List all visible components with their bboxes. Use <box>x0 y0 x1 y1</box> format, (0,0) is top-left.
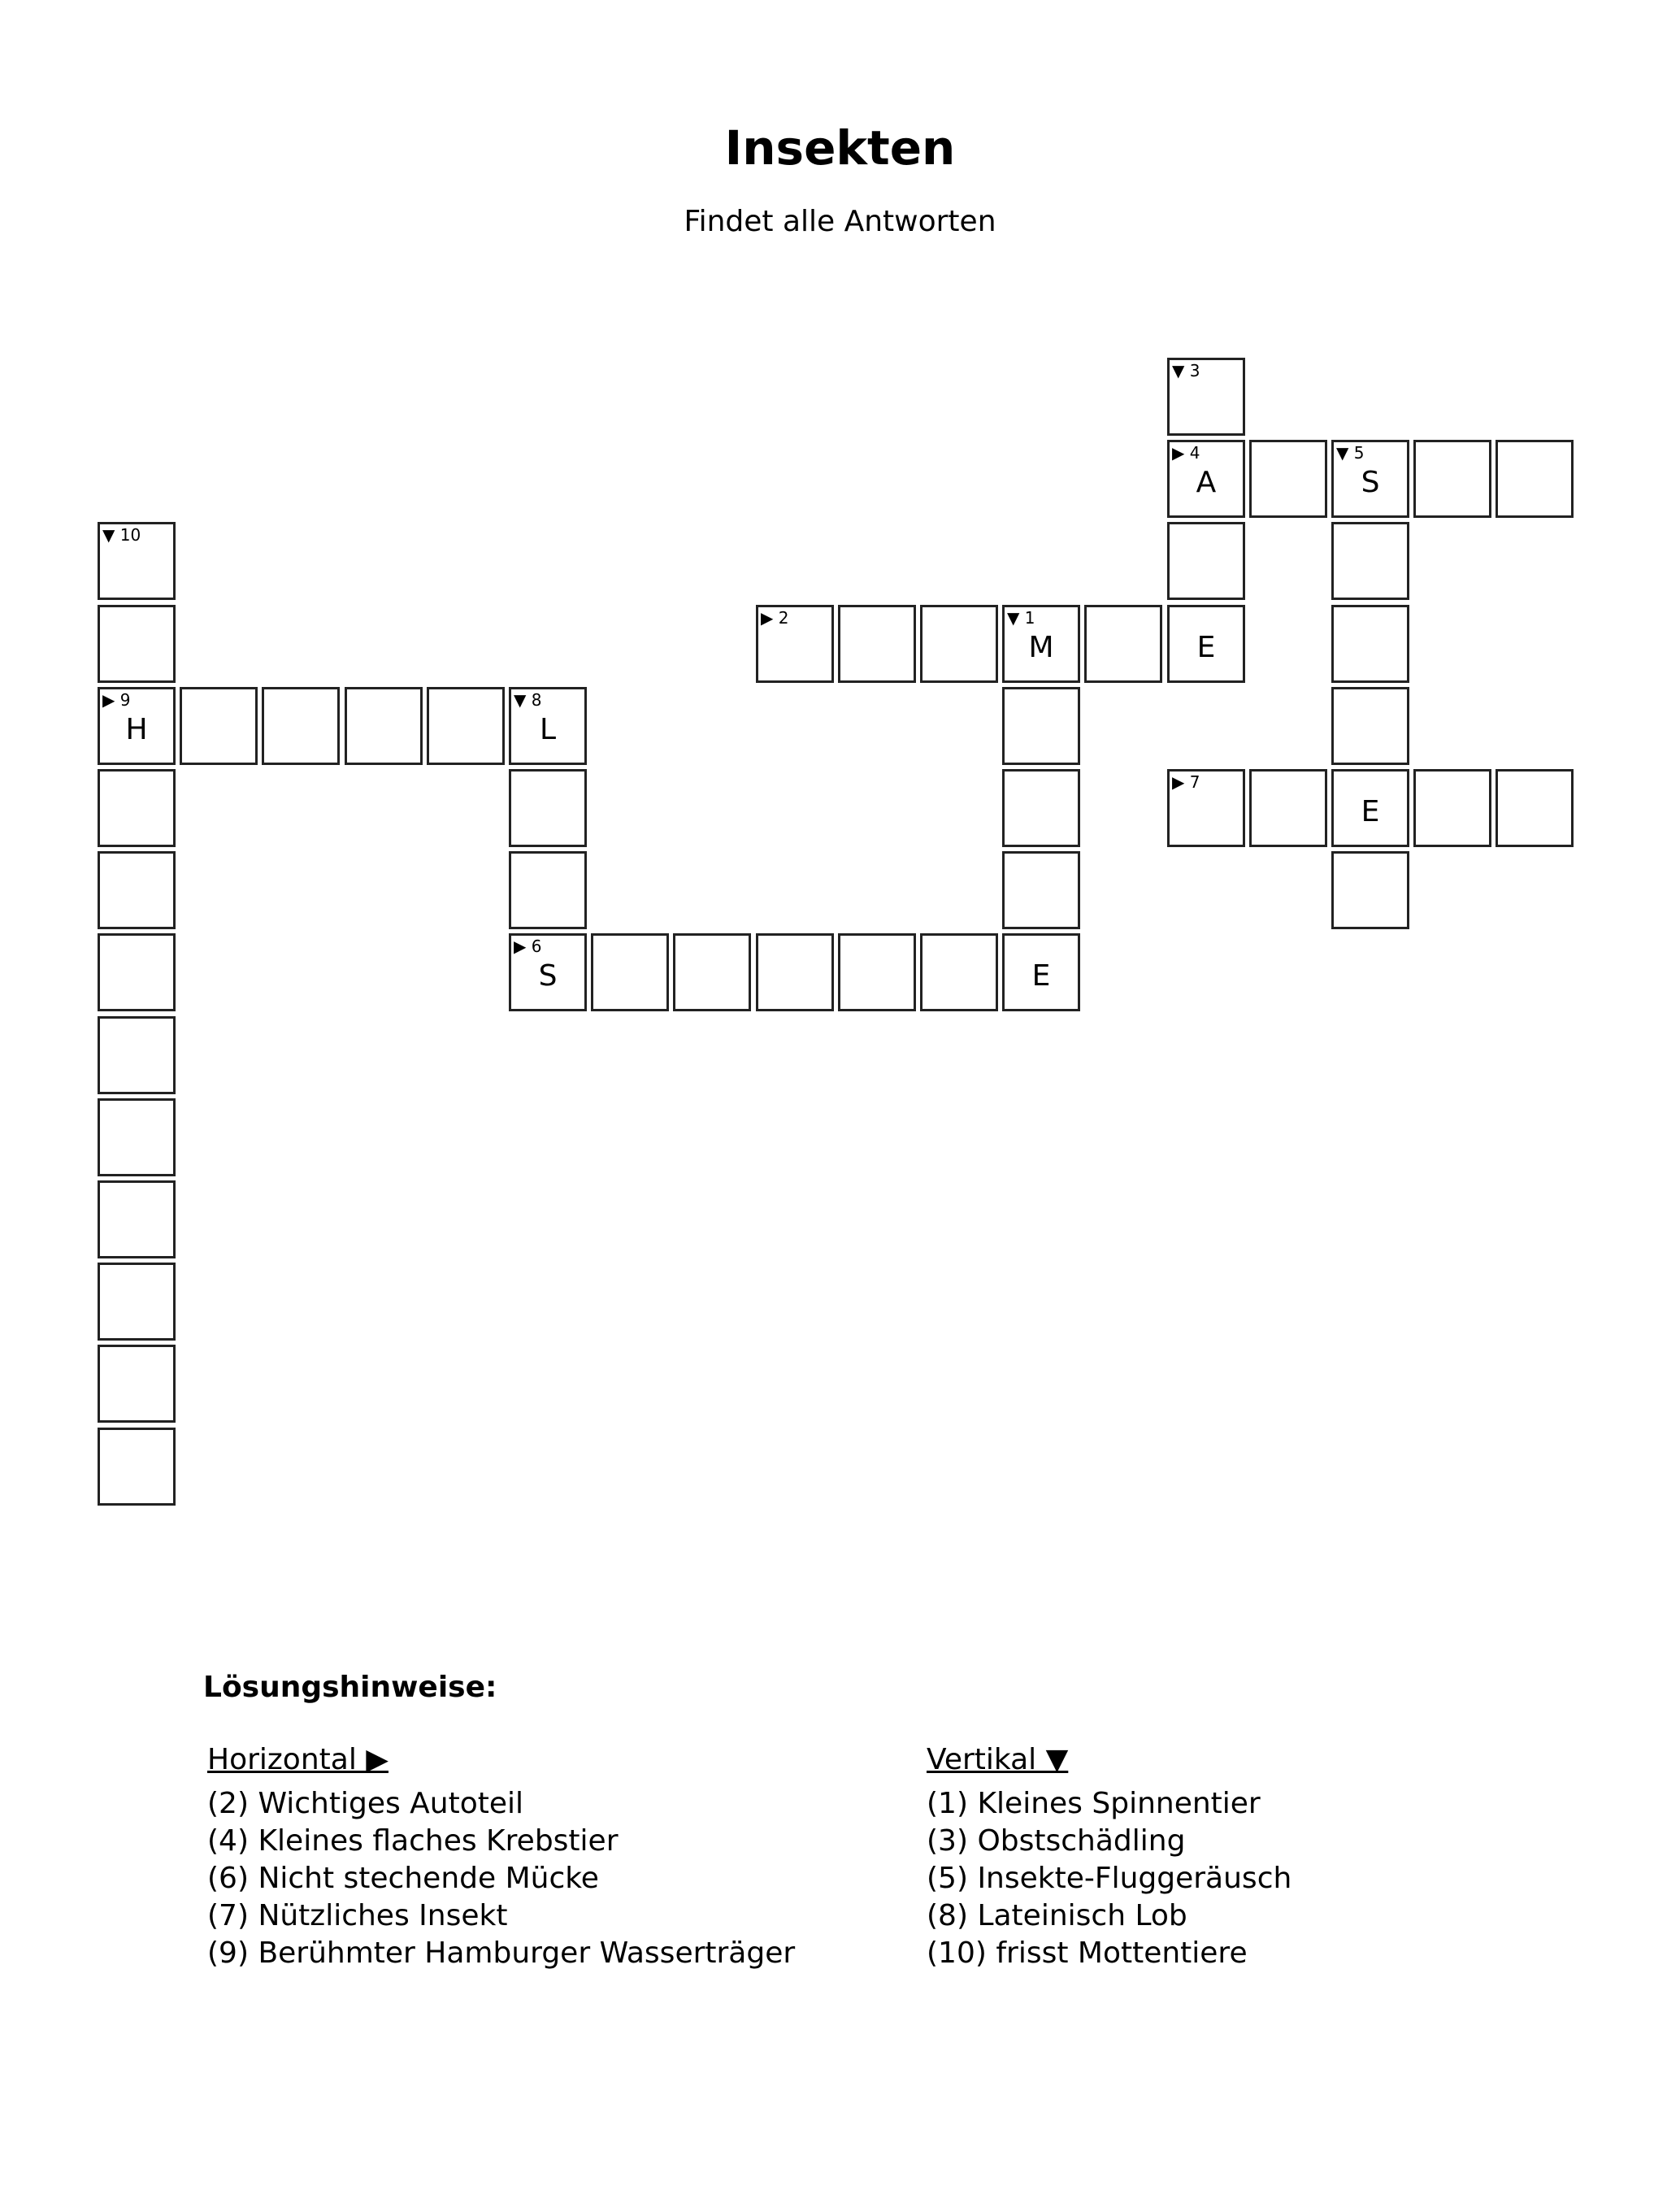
clue-item: (6) Nicht stechende Mücke <box>207 1862 599 1895</box>
crossword-cell[interactable] <box>1413 440 1491 518</box>
crossword-cell[interactable] <box>1167 769 1245 847</box>
crossword-cell[interactable] <box>1167 605 1245 683</box>
crossword-cell[interactable] <box>1331 605 1409 683</box>
clue-number: ▶ 2 <box>761 608 789 628</box>
crossword-cell[interactable] <box>98 933 176 1011</box>
crossword-cell[interactable] <box>1249 440 1327 518</box>
crossword-cell[interactable] <box>673 933 751 1011</box>
crossword-cell[interactable] <box>98 1263 176 1341</box>
clue-number: ▼ 1 <box>1007 608 1035 628</box>
crossword-cell[interactable] <box>98 687 176 765</box>
vertical-clues <box>927 1741 1291 1972</box>
crossword-cell[interactable] <box>98 851 176 929</box>
cell-letter: E <box>1031 959 1051 993</box>
clue-item: (9) Berühmter Hamburger Wasserträger <box>207 1936 796 1970</box>
crossword-cell[interactable] <box>838 933 916 1011</box>
page-subtitle: Findet alle Antworten <box>684 205 996 238</box>
crossword-cell[interactable] <box>1331 851 1409 929</box>
crossword-cell[interactable] <box>98 1098 176 1176</box>
crossword-cell[interactable] <box>1084 605 1162 683</box>
clue-number: ▶ 7 <box>1172 772 1200 792</box>
clue-item: (10) frisst Mottentiere <box>927 1936 1248 1970</box>
crossword-cell[interactable] <box>1331 440 1409 518</box>
clue-item: (1) Kleines Spinnentier <box>927 1787 1261 1820</box>
clue-number: ▼ 5 <box>1336 443 1365 463</box>
crossword-cell[interactable] <box>920 605 998 683</box>
crossword-cell[interactable] <box>98 1016 176 1094</box>
crossword-cell[interactable] <box>1413 769 1491 847</box>
crossword-cell[interactable] <box>180 687 258 765</box>
crossword-cell[interactable] <box>262 687 340 765</box>
crossword-cell[interactable] <box>345 687 423 765</box>
clue-item: (2) Wichtiges Autoteil <box>207 1787 524 1820</box>
cell-letter: A <box>1196 466 1217 499</box>
crossword-cell[interactable] <box>98 522 176 600</box>
cell-letter: M <box>1028 631 1054 664</box>
crossword-cell[interactable] <box>1496 440 1574 518</box>
crossword-cell[interactable] <box>1496 769 1574 847</box>
crossword-cell[interactable] <box>756 605 834 683</box>
crossword-cell[interactable] <box>98 1428 176 1506</box>
crossword-cell[interactable] <box>98 1180 176 1258</box>
clue-item: (5) Insekte-Fluggeräusch <box>927 1862 1292 1895</box>
hints-heading: Lösungshinweise: <box>203 1671 497 1704</box>
crossword-cell[interactable] <box>838 605 916 683</box>
crossword-cell[interactable] <box>98 1345 176 1423</box>
crossword-cell[interactable] <box>1331 687 1409 765</box>
crossword-cell[interactable] <box>591 933 669 1011</box>
crossword-cell[interactable] <box>509 851 587 929</box>
cell-letter: S <box>538 959 558 993</box>
horizontal-clues <box>207 1741 795 1972</box>
crossword-cell[interactable] <box>1002 851 1080 929</box>
crossword-cell[interactable] <box>1167 358 1245 436</box>
crossword-cell[interactable] <box>1167 522 1245 600</box>
clue-item: (7) Nützliches Insekt <box>207 1899 508 1932</box>
crossword-cell[interactable] <box>1331 522 1409 600</box>
cell-letter: E <box>1361 795 1380 828</box>
crossword-cell[interactable] <box>756 933 834 1011</box>
crossword-cell[interactable] <box>920 933 998 1011</box>
cell-letter: L <box>539 713 557 746</box>
vertical-clues-title: Vertikal ▼ <box>927 1743 1069 1776</box>
crossword-cell[interactable] <box>1002 605 1080 683</box>
cell-letter: E <box>1196 631 1216 664</box>
crossword-cell[interactable] <box>1002 933 1080 1011</box>
clue-item: (8) Lateinisch Lob <box>927 1899 1187 1932</box>
crossword-cell[interactable] <box>509 687 587 765</box>
clue-item: (4) Kleines flaches Krebstier <box>207 1824 619 1858</box>
clue-number: ▶ 6 <box>514 937 542 956</box>
crossword-cell[interactable] <box>1002 687 1080 765</box>
crossword-cell[interactable] <box>98 605 176 683</box>
crossword-cell[interactable] <box>1167 440 1245 518</box>
crossword-cell[interactable] <box>509 933 587 1011</box>
crossword-cell[interactable] <box>98 769 176 847</box>
crossword-cell[interactable] <box>1002 769 1080 847</box>
crossword-cell[interactable] <box>427 687 505 765</box>
crossword-cell[interactable] <box>1249 769 1327 847</box>
clue-number: ▶ 9 <box>102 690 131 710</box>
clue-number: ▼ 10 <box>102 525 141 545</box>
crossword-cell[interactable] <box>1331 769 1409 847</box>
cell-letter: S <box>1361 466 1380 499</box>
clue-number: ▼ 3 <box>1172 361 1200 380</box>
crossword-cell[interactable] <box>509 769 587 847</box>
clue-number: ▼ 8 <box>514 690 542 710</box>
cell-letter: H <box>125 713 148 746</box>
page-title: Insekten <box>724 120 956 176</box>
clue-number: ▶ 4 <box>1172 443 1200 463</box>
horizontal-clues-title: Horizontal ▶ <box>207 1743 389 1776</box>
clue-item: (3) Obstschädling <box>927 1824 1186 1858</box>
